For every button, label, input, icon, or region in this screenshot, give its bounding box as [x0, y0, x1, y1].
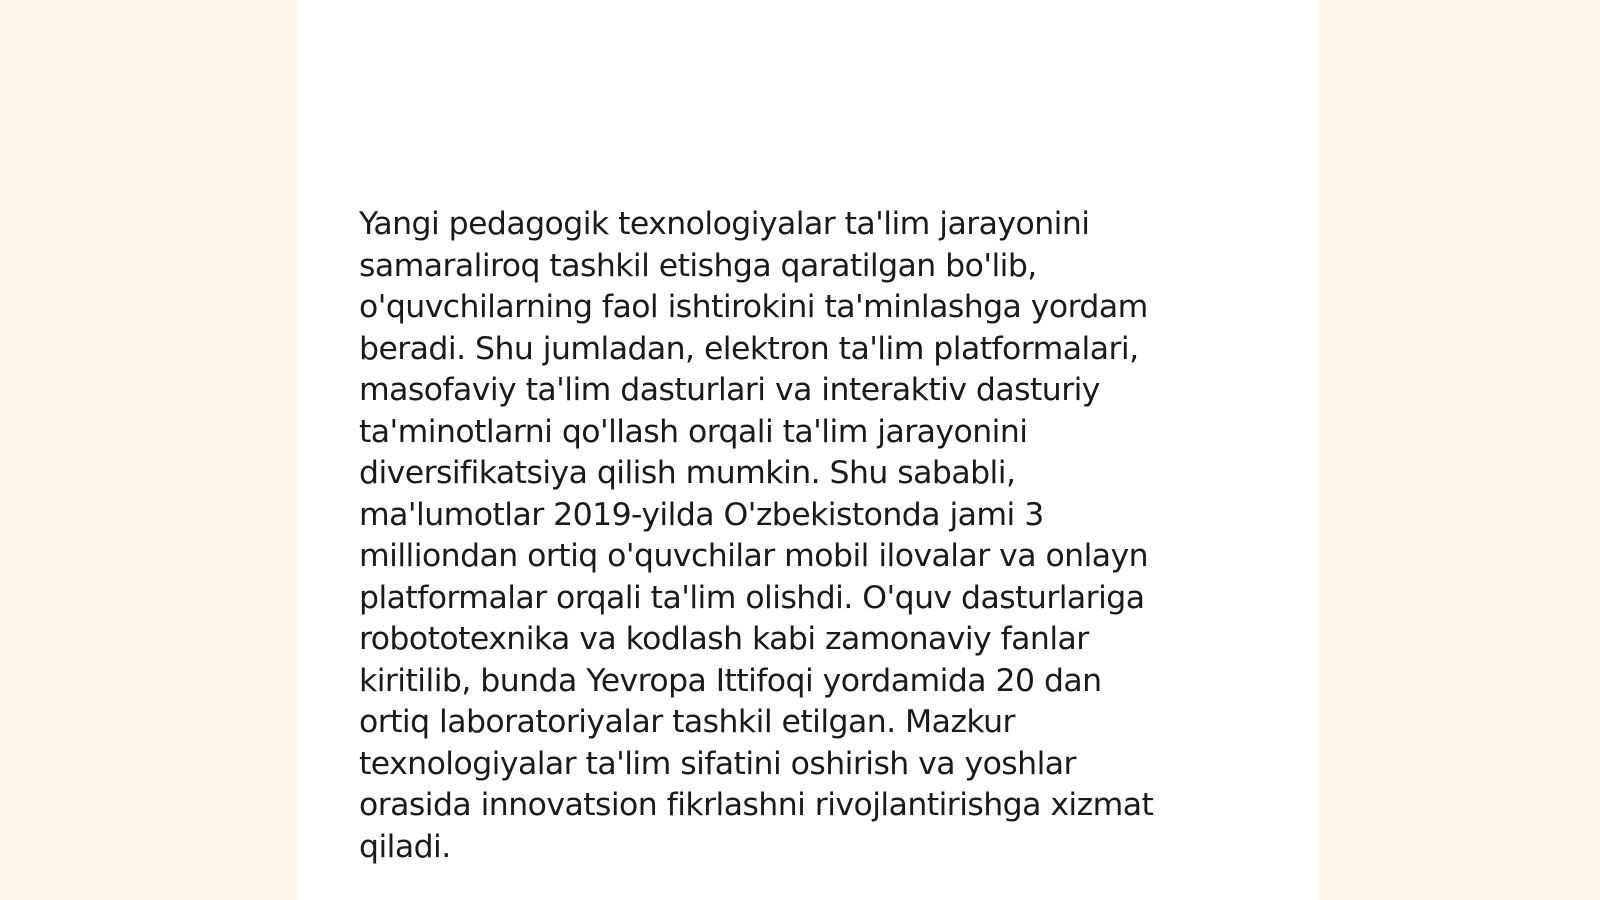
paragraph-line: orasida innovatsion fikrlashni rivojlantirishga xizmat: [359, 787, 1154, 823]
paragraph-line: diversifikatsiya qilish mumkin. Shu sababli,: [359, 455, 1016, 491]
paragraph-line: platformalar orqali ta'lim olishdi. O'quv dasturlariga: [359, 579, 1145, 616]
document-page: [297, 0, 1319, 900]
paragraph-line: beradi. Shu jumladan, elektron ta'lim platformalari,: [359, 330, 1139, 367]
paragraph-line: milliondan ortiq o'quvchilar mobil ilovalar va onlayn: [359, 538, 1149, 574]
paragraph-line: ortiq laboratoriyalar tashkil etilgan. Mazkur: [359, 704, 1015, 740]
paragraph-line: ma'lumotlar 2019-yilda O'zbekistonda jami 3: [359, 496, 1044, 533]
paragraph-line: kiritilib, bunda Yevropa Ittifoqi yordamida 20 dan: [359, 662, 1102, 699]
paragraph-line: ta'minotlarni qo'llash orqali ta'lim jarayonini: [359, 413, 1028, 450]
paragraph-line: samaraliroq tashkil etishga qaratilgan bo'lib,: [359, 247, 1037, 284]
paragraph-line: texnologiyalar ta'lim sifatini oshirish va yoshlar: [359, 745, 1076, 782]
paragraph-line: masofaviy ta'lim dasturlari va interaktiv dasturiy: [359, 372, 1100, 408]
paragraph-line: robototexnika va kodlash kabi zamonaviy fanlar: [359, 621, 1089, 657]
body-paragraph: [359, 204, 1219, 868]
paragraph-line: o'quvchilarning faol ishtirokini ta'minlashga yordam: [359, 289, 1148, 325]
paragraph-line: qiladi.: [359, 828, 451, 865]
paragraph-line: Yangi pedagogik texnologiyalar ta'lim jarayonini: [359, 206, 1090, 242]
